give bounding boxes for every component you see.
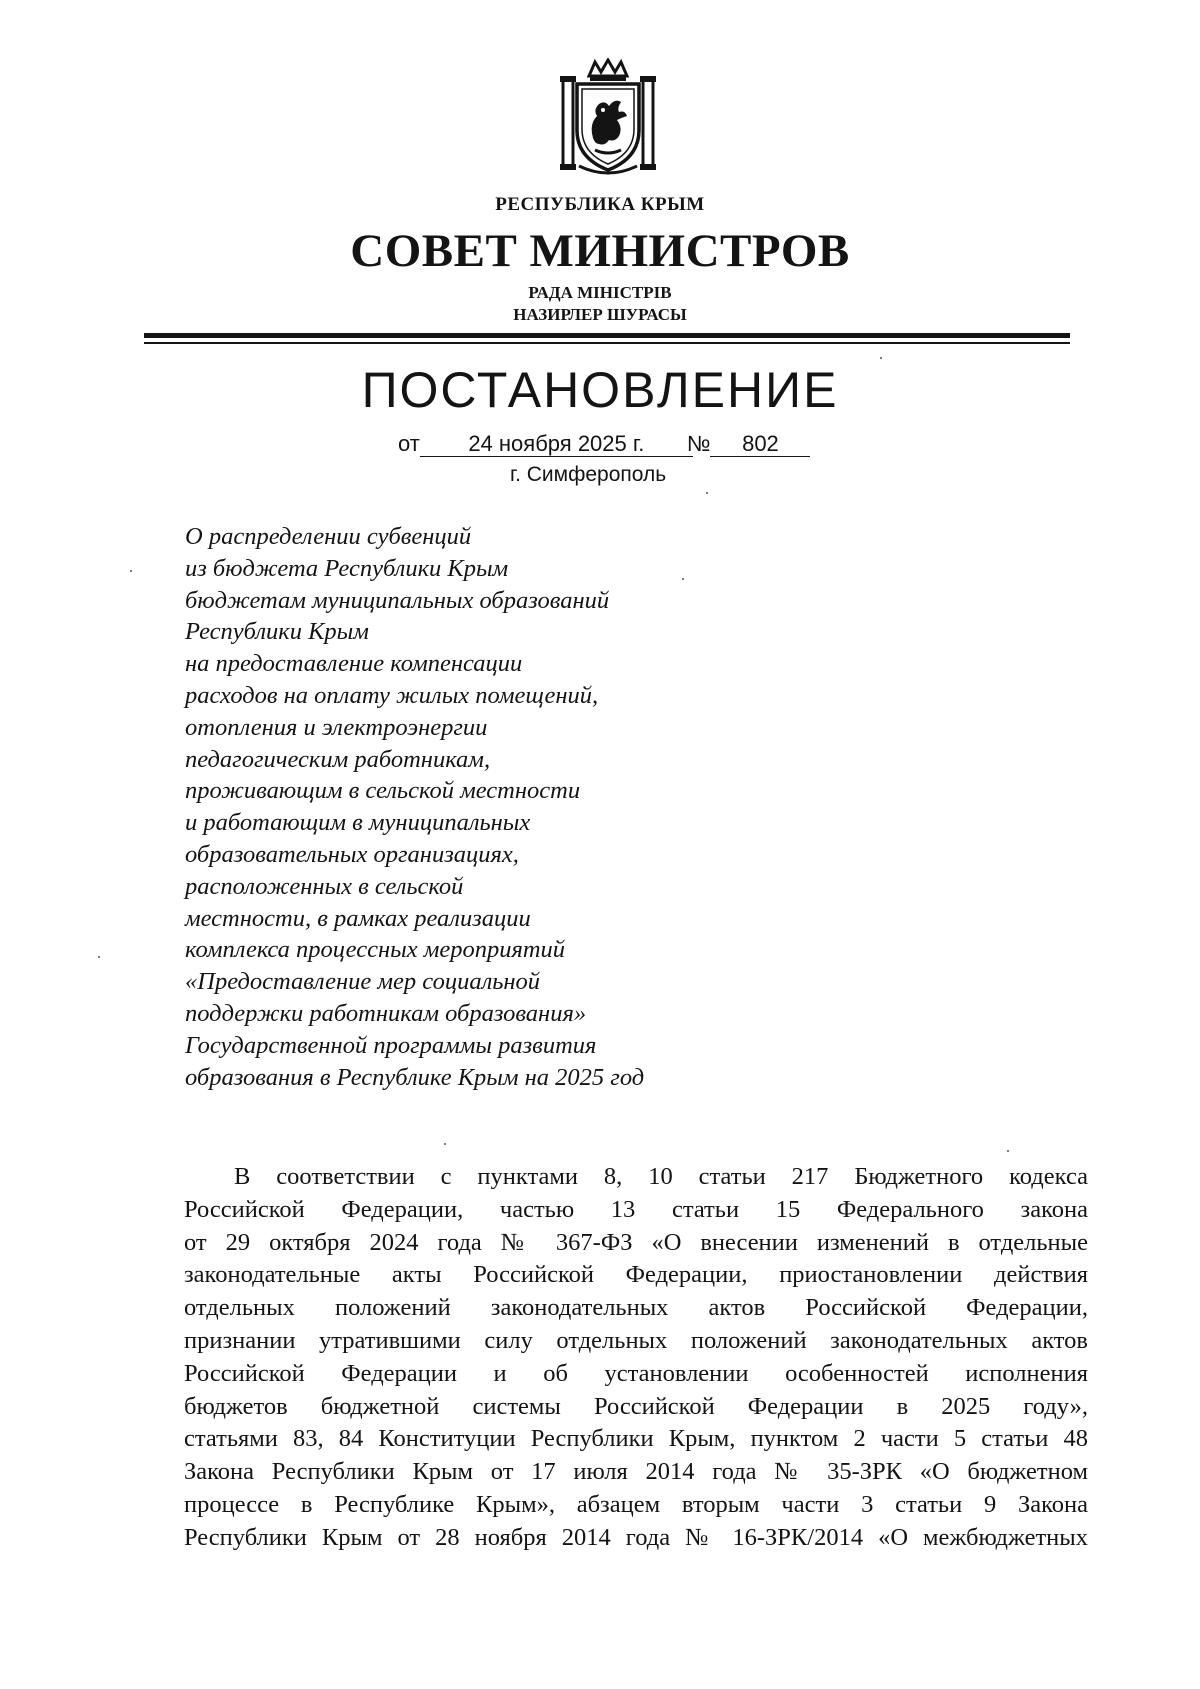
- scan-speck: [706, 492, 708, 494]
- subject-line: комплекса процессных мероприятий: [185, 936, 566, 964]
- subject-line: образовательных организациях,: [185, 840, 519, 868]
- scan-speck: [682, 578, 684, 580]
- crimea-coat-of-arms-icon: [559, 58, 657, 176]
- scan-speck: [444, 1143, 446, 1145]
- subject-line: из бюджета Республики Крым: [185, 554, 509, 582]
- subject-line: педагогическим работникам,: [185, 745, 491, 773]
- subject-line: на предоставление компенсации: [185, 650, 523, 678]
- body-paragraph: [184, 1161, 1088, 1555]
- subject-line: поддержки работникам образования»: [185, 999, 587, 1027]
- council-title-ukrainian: РАДА МІНІСТРІВ: [528, 283, 672, 302]
- number-mark: №: [686, 431, 711, 456]
- body-line: законодательные акты Российской Федерации, приостановлении действия: [184, 1261, 1088, 1289]
- subject-line: местности, в рамках реализации: [185, 904, 531, 932]
- body-line: процессе в Республике Крым», абзацем вторым части 3 статьи 9 Закона: [184, 1490, 1088, 1518]
- date-prefix: от: [398, 431, 420, 456]
- council-title: СОВЕТ МИНИСТРОВ: [350, 225, 850, 277]
- body-line: признании утратившими силу отдельных положений законодательных актов: [184, 1326, 1088, 1354]
- republic-name: РЕСПУБЛИКА КРЫМ: [495, 194, 705, 215]
- document-subject: [185, 521, 805, 1093]
- subject-line: образования в Республике Крым на 2025 год: [185, 1063, 645, 1091]
- header-divider-thin: [144, 342, 1070, 344]
- scan-speck: [130, 570, 132, 572]
- document-number: 802: [710, 433, 810, 457]
- body-line: Республики Крым от 28 ноября 2014 года № 16-ЗРК/2014 «О межбюджетных: [184, 1523, 1088, 1551]
- body-line: отдельных положений законодательных актов Российской Федерации,: [184, 1294, 1088, 1322]
- body-line: Российской Федерации и об установлении особенностей исполнения: [184, 1359, 1088, 1387]
- subject-line: бюджетам муниципальных образований: [185, 586, 610, 614]
- date-number-line: [398, 433, 810, 457]
- body-line: В соответствии с пунктами 8, 10 статьи 217 Бюджетного кодекса: [234, 1163, 1088, 1190]
- subject-line: и работающим в муниципальных: [185, 809, 531, 837]
- body-line: бюджетов бюджетной системы Российской Федерации в 2025 году»,: [184, 1392, 1088, 1420]
- body-line: статьями 83, 84 Конституции Республики Крым, пунктом 2 части 5 статьи 48: [184, 1425, 1088, 1453]
- document-type: ПОСТАНОВЛЕНИЕ: [361, 362, 839, 418]
- subject-line: О распределении субвенций: [185, 523, 472, 550]
- scan-speck: [98, 956, 100, 958]
- scan-speck: [880, 357, 882, 359]
- body-line: от 29 октября 2024 года № 367-ФЗ «О внесении изменений в отдельные: [184, 1228, 1088, 1256]
- subject-line: расположенных в сельской: [185, 872, 464, 900]
- header-divider-thick: [144, 333, 1070, 338]
- scan-speck: [1007, 1150, 1009, 1152]
- subject-line: Государственной программы развития: [185, 1031, 597, 1059]
- document-city: г. Симферополь: [510, 463, 667, 486]
- body-line: Закона Республики Крым от 17 июля 2014 года № 35-ЗРК «О бюджетном: [184, 1458, 1088, 1486]
- subject-line: проживающим в сельской местности: [185, 777, 581, 805]
- document-date: 24 ноября 2025 г.: [420, 433, 693, 457]
- subject-line: Республики Крым: [185, 618, 369, 646]
- council-title-crimean-tatar: НАЗИРЛЕР ШУРАСЫ: [513, 305, 687, 324]
- subject-line: «Предоставление мер социальной: [185, 968, 541, 996]
- body-line: Российской Федерации, частью 13 статьи 15 Федерального закона: [184, 1195, 1088, 1223]
- subject-line: расходов на оплату жилых помещений,: [185, 681, 599, 709]
- subject-line: отопления и электроэнергии: [185, 713, 488, 741]
